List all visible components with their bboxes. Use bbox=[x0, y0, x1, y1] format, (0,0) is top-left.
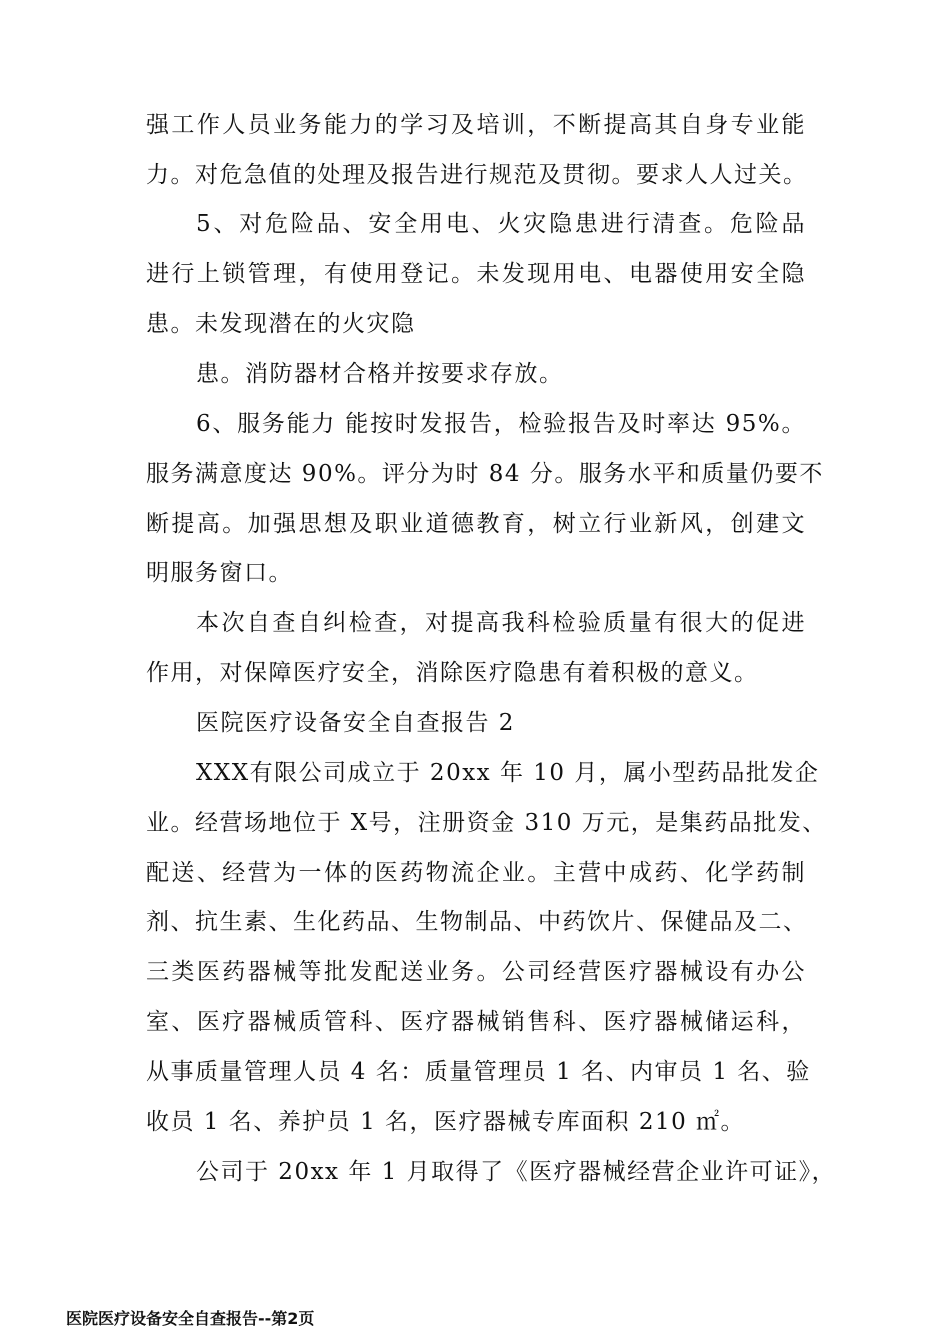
text-line: 配送、经营为一体的医药物流企业。主营中成药、化学药制 bbox=[146, 860, 806, 886]
text-line: 作用，对保障医疗安全，消除医疗隐患有着积极的意义。 bbox=[146, 660, 759, 686]
text-line: XXX有限公司成立于 20xx 年 10 月，属小型药品批发企 bbox=[196, 760, 820, 786]
page-footer: 医院医疗设备安全自查报告--第2页 bbox=[66, 1309, 315, 1328]
section-heading: 医院医疗设备安全自查报告 2 bbox=[196, 710, 515, 736]
text-line: 6、服务能力 能按时发报告，检验报告及时率达 95%。 bbox=[196, 411, 806, 437]
text-line: 公司于 20xx 年 1 月取得了《医疗器械经营企业许可证》， bbox=[196, 1159, 837, 1185]
text-line: 从事质量管理人员 4 名：质量管理员 1 名、内审员 1 名、验 bbox=[146, 1059, 811, 1085]
text-line: 三类医药器械等批发配送业务。公司经营医疗器械设有办公 bbox=[146, 959, 806, 985]
text-line: 业。经营场地位于 X号，注册资金 310 万元，是集药品批发、 bbox=[146, 810, 827, 836]
text-line: 5、对危险品、安全用电、火灾隐患进行清查。危险品 bbox=[196, 211, 806, 237]
text-line: 患。消防器材合格并按要求存放。 bbox=[196, 361, 564, 387]
text-line: 明服务窗口。 bbox=[146, 560, 293, 586]
text-line: 力。对危急值的处理及报告进行规范及贯彻。要求人人过关。 bbox=[146, 162, 808, 188]
text-line: 本次自查自纠检查，对提高我科检验质量有很大的促进 bbox=[196, 610, 806, 636]
text-line: 断提高。加强思想及职业道德教育，树立行业新风，创建文 bbox=[146, 511, 806, 537]
text-line: 剂、抗生素、生化药品、生物制品、中药饮片、保健品及二、 bbox=[146, 909, 808, 935]
text-line: 收员 1 名、养护员 1 名，医疗器械专库面积 210 ㎡。 bbox=[146, 1109, 746, 1135]
text-line: 室、医疗器械质管科、医疗器械销售科、医疗器械储运科， bbox=[146, 1009, 806, 1035]
text-line: 患。未发现潜在的火灾隐 bbox=[146, 311, 416, 337]
text-line: 强工作人员业务能力的学习及培训，不断提高其自身专业能 bbox=[146, 112, 806, 138]
text-line: 服务满意度达 90%。评分为时 84 分。服务水平和质量仍要不 bbox=[146, 461, 824, 487]
text-line: 进行上锁管理，有使用登记。未发现用电、电器使用安全隐 bbox=[146, 261, 806, 287]
